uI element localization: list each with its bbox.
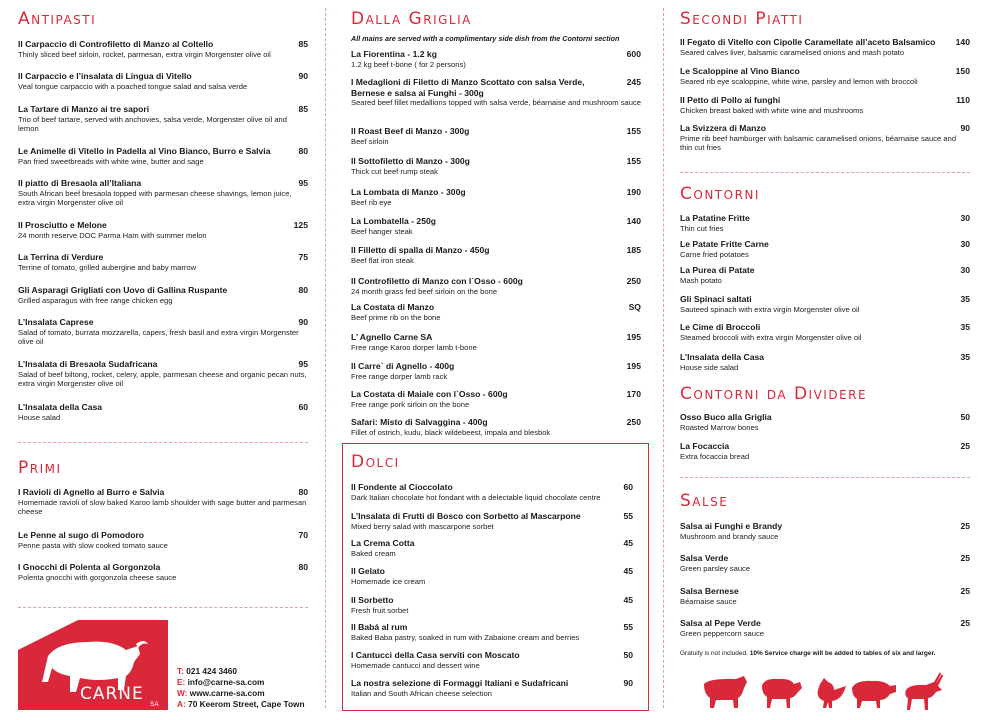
secondi-menu-item [680, 37, 970, 57]
item-description: 24 month reserve DOC Parma Ham with summer melon [18, 230, 207, 240]
item-price: 25 [960, 441, 970, 451]
item-price: 45 [623, 595, 633, 605]
primi-menu-item [18, 530, 308, 550]
item-name: La Terrina di Verdure [18, 252, 104, 262]
item-header [680, 37, 970, 48]
gratuity-note: Gratuity is not included. 10% Service charge will be added to tables of six and larger. [680, 650, 936, 657]
item-name: Il Sorbetto [351, 595, 394, 605]
item-header [680, 553, 970, 564]
item-description: Beef prime rib on the bone [351, 312, 441, 322]
item-name: Salsa ai Funghi e Brandy [680, 521, 783, 531]
item-price: 90 [960, 123, 970, 133]
antipasti-menu-item [18, 178, 308, 207]
item-name: La Purea di Patate [680, 265, 755, 275]
item-header [351, 482, 633, 493]
contorni-section [680, 184, 970, 204]
item-description: Baked cream [351, 548, 396, 558]
contact-website[interactable]: W: www.carne-sa.com [177, 688, 265, 698]
item-name: I Cantucci della Casa serviti con Moscato [351, 650, 520, 660]
griglia-menu-item [351, 332, 641, 352]
contorni-menu-item [680, 213, 970, 233]
item-name: Osso Buco alla Griglia [680, 412, 772, 422]
contorni-menu-item [680, 294, 970, 314]
contorni-menu-item [680, 322, 970, 342]
item-header [18, 285, 308, 296]
antipasti-menu-item [18, 285, 308, 305]
item-name: I Ravioli di Agnello al Burro e Salvia [18, 487, 165, 497]
item-price: 60 [298, 402, 308, 412]
item-price: 185 [626, 245, 641, 255]
griglia-menu-item [351, 276, 641, 296]
item-description: Trio of beef tartare, served with anchovies, salsa verde, Morgenster olive oil and lemon [18, 114, 288, 133]
item-header [351, 187, 641, 198]
item-header [351, 389, 641, 400]
antipasti-menu-item [18, 104, 308, 133]
item-description: Beef flat iron steak [351, 255, 414, 265]
item-price: 80 [298, 146, 308, 156]
item-name: L’Insalata Caprese [18, 317, 94, 327]
salse-menu-item [680, 553, 970, 573]
item-price: 30 [960, 213, 970, 223]
item-description: Chicken breast baked with white wine and mushrooms [680, 105, 864, 115]
item-description: Béarnaise sauce [680, 596, 737, 606]
item-price: 110 [956, 95, 970, 105]
item-description: Mash potato [680, 275, 722, 285]
item-price: 25 [960, 521, 970, 531]
item-header [18, 220, 308, 231]
item-name: Il Fondente al Cioccolato [351, 482, 453, 492]
contorni-menu-item [680, 265, 970, 285]
item-header [680, 239, 970, 250]
item-price: 245 [626, 77, 641, 87]
item-price: 250 [626, 417, 641, 427]
griglia-title: Dalla Griglia [351, 9, 472, 29]
item-header [351, 511, 633, 522]
item-header [351, 595, 633, 606]
antelope-icon [905, 672, 943, 710]
antipasti-menu-item [18, 146, 308, 166]
item-price: 50 [960, 412, 970, 422]
item-header [680, 352, 970, 363]
item-header [18, 178, 308, 189]
item-description: Free range Karoo dorper lamb t-bone [351, 342, 477, 352]
item-description: Veal tongue carpaccio with a poached tongue salad and salsa verde [18, 81, 248, 91]
item-name: I Gnocchi di Polenta al Gorgonzola [18, 562, 161, 572]
item-price: 30 [960, 239, 970, 249]
item-price: 75 [298, 252, 308, 262]
item-header [680, 294, 970, 305]
item-header [18, 562, 308, 573]
item-price: 80 [298, 285, 308, 295]
secondi-menu-item [680, 123, 970, 152]
divider-secondi-contorni [680, 172, 970, 173]
item-header [680, 441, 970, 452]
item-description: Beef sirloin [351, 136, 389, 146]
item-price: 80 [298, 562, 308, 572]
item-description: 24 month grass fed beef sirloin on the bone [351, 286, 498, 296]
item-description: 1.2 kg beef t-bone ( for 2 persons) [351, 59, 466, 69]
item-description: Seared beef fillet medallions topped with salsa verde, béarnaise and mushroom sauce [351, 98, 641, 107]
item-description: Free range pork sirloin on the bone [351, 399, 470, 409]
secondi-menu-item [680, 95, 970, 115]
item-price: 250 [626, 276, 641, 286]
item-price: 55 [623, 511, 633, 521]
dividere-title: Contorni da Dividere [680, 384, 868, 404]
item-name: La Lombata di Manzo - 300g [351, 187, 466, 197]
antipasti-menu-item [18, 252, 308, 272]
item-header [351, 332, 641, 343]
item-description: South African beef bresaola topped with parmesan cheese shavings, lemon juice, extra virgin Morgenster olive oil [18, 188, 292, 207]
item-header [351, 622, 633, 633]
dividere-menu-item [680, 441, 970, 461]
item-name: Safari: Misto di Salvaggina - 400g [351, 417, 488, 427]
griglia-menu-item [351, 156, 641, 176]
item-price: SQ [628, 302, 641, 312]
contact-phone: T: 021 424 3460 [177, 666, 237, 676]
item-description: Fresh fruit sorbet [351, 605, 409, 615]
item-price: 25 [960, 586, 970, 596]
griglia-menu-item [351, 126, 641, 146]
item-name: Il Carre` di Agnello - 400g [351, 361, 455, 371]
item-price: 90 [298, 71, 308, 81]
item-name: Le Animelle di Vitello in Padella al Vino Bianco, Burro e Salvia [18, 146, 271, 156]
antipasti-menu-item [18, 220, 308, 240]
item-price: 155 [626, 156, 641, 166]
item-name: Le Penne al sugo di Pomodoro [18, 530, 145, 540]
item-description: Mixed berry salad with mascarpone sorbet [351, 521, 494, 531]
item-name: L’Insalata della Casa [18, 402, 103, 412]
item-price: 95 [298, 359, 308, 369]
item-description: Homemade ice cream [351, 576, 426, 586]
item-price: 50 [623, 650, 633, 660]
pig-icon [852, 681, 896, 708]
item-description: Italian and South African cheese selection [351, 688, 492, 698]
secondi-title: Secondi Piatti [680, 9, 804, 29]
item-price: 150 [955, 66, 970, 76]
item-description: Roasted Marrow bones [680, 422, 759, 432]
item-price: 70 [298, 530, 308, 540]
salse-section [680, 491, 970, 511]
contact-email[interactable]: E: info@carne-sa.com [177, 677, 265, 687]
item-description: Dark Italian chocolate hot fondant with a delectable liquid chocolate centre [351, 492, 601, 502]
item-name: Gli Spinaci saltati [680, 294, 752, 304]
item-description: Homemade ravioli of slow baked Karoo lamb shoulder with sage butter and parmesan cheese [18, 497, 307, 516]
chicken-icon [818, 678, 846, 708]
item-header [18, 402, 308, 413]
item-price: 80 [298, 487, 308, 497]
salse-menu-item [680, 521, 970, 541]
contorni-title: Contorni [680, 184, 760, 204]
item-name: Il Controfiletto di Manzo con l`Osso - 600g [351, 276, 523, 286]
item-description: House salad [18, 412, 61, 422]
salse-title: Salse [680, 491, 729, 511]
item-header [351, 77, 641, 98]
item-name: Il Gelato [351, 566, 385, 576]
item-price: 25 [960, 553, 970, 563]
item-description: Seared calves liver, balsamic caramelised onions and mash potato [680, 47, 905, 57]
item-price: 45 [623, 566, 633, 576]
item-price: 600 [626, 49, 641, 59]
dolci-menu-item [351, 650, 633, 670]
item-name: La Patatine Fritte [680, 213, 750, 223]
item-name: La Tartare di Manzo ai tre sapori [18, 104, 150, 114]
item-description: Free range dorper lamb rack [351, 371, 448, 381]
item-header [680, 95, 970, 106]
griglia-note: All mains are served with a complimentary side dish from the Contorni section [351, 34, 620, 43]
item-description: Beef hanger steak [351, 226, 413, 236]
item-name: La Lombatella - 250g [351, 216, 437, 226]
item-description: Terrine of tomato, grilled aubergine and baby marrow [18, 262, 197, 272]
item-price: 170 [626, 389, 641, 399]
secondi-section [680, 9, 970, 29]
item-price: 60 [623, 482, 633, 492]
item-price: 90 [623, 678, 633, 688]
item-description: Baked Baba pastry, soaked in rum with Zabaione cream and berries [351, 632, 580, 642]
column-divider-right [663, 8, 664, 708]
item-header [680, 66, 970, 77]
primi-section [18, 458, 308, 478]
item-header [680, 412, 970, 423]
item-description: Homemade cantucci and dessert wine [351, 660, 480, 670]
item-price: 125 [293, 220, 308, 230]
item-description: Penne pasta with slow cooked tomato sauce [18, 540, 168, 550]
item-price: 55 [623, 622, 633, 632]
dividere-section [680, 384, 970, 404]
contact-block [177, 666, 305, 710]
antipasti-menu-item [18, 402, 308, 422]
item-header [680, 521, 970, 532]
item-name: Il Prosciutto e Melone [18, 220, 107, 230]
item-name: Salsa al Pepe Verde [680, 618, 761, 628]
dolci-menu-item [351, 566, 633, 586]
item-name: L’Insalata di Frutti di Bosco con Sorbetto al Mascarpone [351, 511, 581, 521]
item-price: 30 [960, 265, 970, 275]
item-name: Il Fegato di Vitello con Cipolle Caramellate all’aceto Balsamico [680, 37, 936, 47]
item-description: Sauteed spinach with extra virgin Morgenster olive oil [680, 304, 860, 314]
contorni-menu-item [680, 352, 970, 372]
carne-logo [18, 620, 168, 710]
item-name: Il piatto di Bresaola all’Italiana [18, 178, 142, 188]
item-price: 25 [960, 618, 970, 628]
antipasti-menu-item [18, 359, 308, 388]
item-price: 95 [298, 178, 308, 188]
item-name: Il Carpaccio e l’insalata di Lingua di Vitello [18, 71, 192, 81]
item-name: L’Insalata della Casa [680, 352, 765, 362]
griglia-menu-item [351, 245, 641, 265]
item-description: Salad of tomato, burrata mozzarella, capers, fresh basil and extra virgin Morgenster olive oil [18, 327, 299, 346]
item-description: Grilled asparagus with free range chicken egg [18, 295, 173, 305]
item-name: La Fiorentina - 1.2 kg [351, 49, 437, 59]
dolci-menu-item [351, 511, 633, 531]
contact-address: A: 70 Keerom Street, Cape Town [177, 699, 305, 709]
divider-antipasti-primi [18, 442, 308, 443]
primi-title: Primi [18, 458, 62, 478]
item-name: I Medaglioni di Filetto di Manzo Scottato con salsa Verde, Bernese e salsa ai Funghi - 300g [351, 77, 585, 98]
dividere-menu-item [680, 412, 970, 432]
item-name: La Svizzera di Manzo [680, 123, 766, 133]
antipasti-section [18, 9, 308, 29]
item-name: Salsa Verde [680, 553, 729, 563]
griglia-menu-item [351, 187, 641, 207]
item-name: L’Insalata di Bresaola Sudafricana [18, 359, 158, 369]
divider-dividere-salse [680, 477, 970, 478]
item-price: 195 [626, 361, 641, 371]
item-header [351, 49, 641, 60]
logo-sub: SA [150, 701, 159, 708]
item-price: 45 [623, 538, 633, 548]
item-header [351, 302, 641, 313]
item-header [18, 530, 308, 541]
item-price: 195 [626, 332, 641, 342]
antipasti-menu-item [18, 317, 308, 346]
primi-menu-item [18, 487, 308, 516]
item-description: Thick cut beef rump steak [351, 166, 438, 176]
item-price: 140 [955, 37, 970, 47]
item-description: House side salad [680, 362, 739, 372]
item-description: Carne fried potatoes [680, 249, 749, 259]
item-header [351, 361, 641, 372]
divider-primi-footer [18, 607, 308, 608]
griglia-menu-item [351, 77, 641, 107]
item-description: Thinly sliced beef sirloin, rocket, parmesan, extra virgin Morgenster olive oil [18, 49, 271, 59]
item-price: 140 [626, 216, 641, 226]
item-header [351, 126, 641, 137]
animals-illustration [700, 670, 960, 714]
item-description: Prime rib beef hamburger with balsamic caramelised onions, béarnaise sauce and thin cut fries [680, 133, 957, 152]
griglia-menu-item [351, 302, 641, 322]
item-header [680, 586, 970, 597]
item-name: La Focaccia [680, 441, 730, 451]
item-header [351, 538, 633, 549]
item-name: Le Scaloppine al Vino Bianco [680, 66, 800, 76]
item-price: 85 [298, 39, 308, 49]
antipasti-menu-item [18, 71, 308, 91]
item-header [18, 359, 308, 370]
item-header [18, 71, 308, 82]
logo-text: CARNE [80, 684, 144, 704]
item-header [351, 216, 641, 227]
item-name: Le Patate Fritte Carne [680, 239, 769, 249]
item-name: Il Roast Beef di Manzo - 300g [351, 126, 470, 136]
item-description: Polenta gnocchi with gorgonzola cheese sauce [18, 572, 177, 582]
item-price: 190 [626, 187, 641, 197]
dolci-menu-item [351, 595, 633, 615]
griglia-menu-item [351, 361, 641, 381]
dolci-menu-item [351, 482, 633, 502]
item-header [18, 146, 308, 157]
item-header [680, 322, 970, 333]
item-name: Il Babá al rum [351, 622, 408, 632]
griglia-section [351, 9, 641, 43]
column-divider-left [325, 8, 326, 708]
griglia-menu-item [351, 389, 641, 409]
item-name: Le Cime di Broccoli [680, 322, 761, 332]
item-price: 90 [298, 317, 308, 327]
item-price: 35 [960, 352, 970, 362]
griglia-menu-item [351, 417, 641, 437]
item-name: La Costata di Maiale con l`Osso - 600g [351, 389, 508, 399]
item-price: 155 [626, 126, 641, 136]
primi-menu-item [18, 562, 308, 582]
item-header [351, 678, 633, 689]
item-name: Il Petto di Pollo ai funghi [680, 95, 781, 105]
dolci-menu-item [351, 538, 633, 558]
item-header [351, 566, 633, 577]
item-header [680, 618, 970, 629]
item-price: 35 [960, 294, 970, 304]
item-name: La nostra selezione di Formaggi Italiani e Sudafricani [351, 678, 569, 688]
item-price: 35 [960, 322, 970, 332]
item-header [18, 104, 308, 115]
cow-icon [704, 676, 747, 708]
item-header [351, 417, 641, 428]
item-name: Il Filletto di spalla di Manzo - 450g [351, 245, 490, 255]
salse-menu-item [680, 586, 970, 606]
dolci-title: Dolci [351, 452, 400, 472]
contorni-menu-item [680, 239, 970, 259]
antipasti-menu-item [18, 39, 308, 59]
griglia-menu-item [351, 216, 641, 236]
griglia-menu-item [351, 49, 641, 69]
item-header [680, 123, 970, 134]
item-header [351, 156, 641, 167]
item-price: 85 [298, 104, 308, 114]
item-description: Beef rib eye [351, 197, 392, 207]
item-name: Salsa Bernese [680, 586, 739, 596]
secondi-menu-item [680, 66, 970, 86]
salse-menu-item [680, 618, 970, 638]
antipasti-title: Antipasti [18, 9, 97, 29]
dolci-menu-item [351, 678, 633, 698]
item-header [351, 245, 641, 256]
item-name: Il Sottofiletto di Manzo - 300g [351, 156, 470, 166]
dolci-section [351, 452, 633, 472]
item-description: Fillet of ostrich, kudu, black wildebeest, impala and blesbok [351, 427, 551, 437]
item-header [351, 276, 641, 287]
item-name: La Costata di Manzo [351, 302, 435, 312]
item-description: Green peppercorn sauce [680, 628, 765, 638]
item-description: Pan fried sweetbreads with white wine, butter and sage [18, 156, 204, 166]
item-description: Salad of beef biltong, rocket, celery, apple, parmesan cheese and organic pecan nuts, extra virgin Morgenster olive oil [18, 369, 307, 388]
item-header [18, 39, 308, 50]
item-header [680, 213, 970, 224]
item-description: Steamed broccoli with extra virgin Morgenster olive oil [680, 332, 862, 342]
item-header [680, 265, 970, 276]
item-name: La Crema Cotta [351, 538, 415, 548]
item-header [18, 252, 308, 263]
item-description: Seared rib eye scaloppine, white wine, parsley and lemon with broccoli [680, 76, 918, 86]
item-description: Mushroom and brandy sauce [680, 531, 779, 541]
item-description: Extra focaccia bread [680, 451, 750, 461]
sheep-icon [762, 679, 802, 708]
item-header [18, 317, 308, 328]
dolci-menu-item [351, 622, 633, 642]
item-name: L’ Agnello Carne SA [351, 332, 433, 342]
item-header [351, 650, 633, 661]
item-name: Il Carpaccio di Controfiletto di Manzo al Coltello [18, 39, 214, 49]
item-description: Thin cut fries [680, 223, 724, 233]
item-header [18, 487, 308, 498]
item-description: Green parsley sauce [680, 563, 751, 573]
item-name: Gli Asparagi Grigliati con Uovo di Gallina Ruspante [18, 285, 228, 295]
